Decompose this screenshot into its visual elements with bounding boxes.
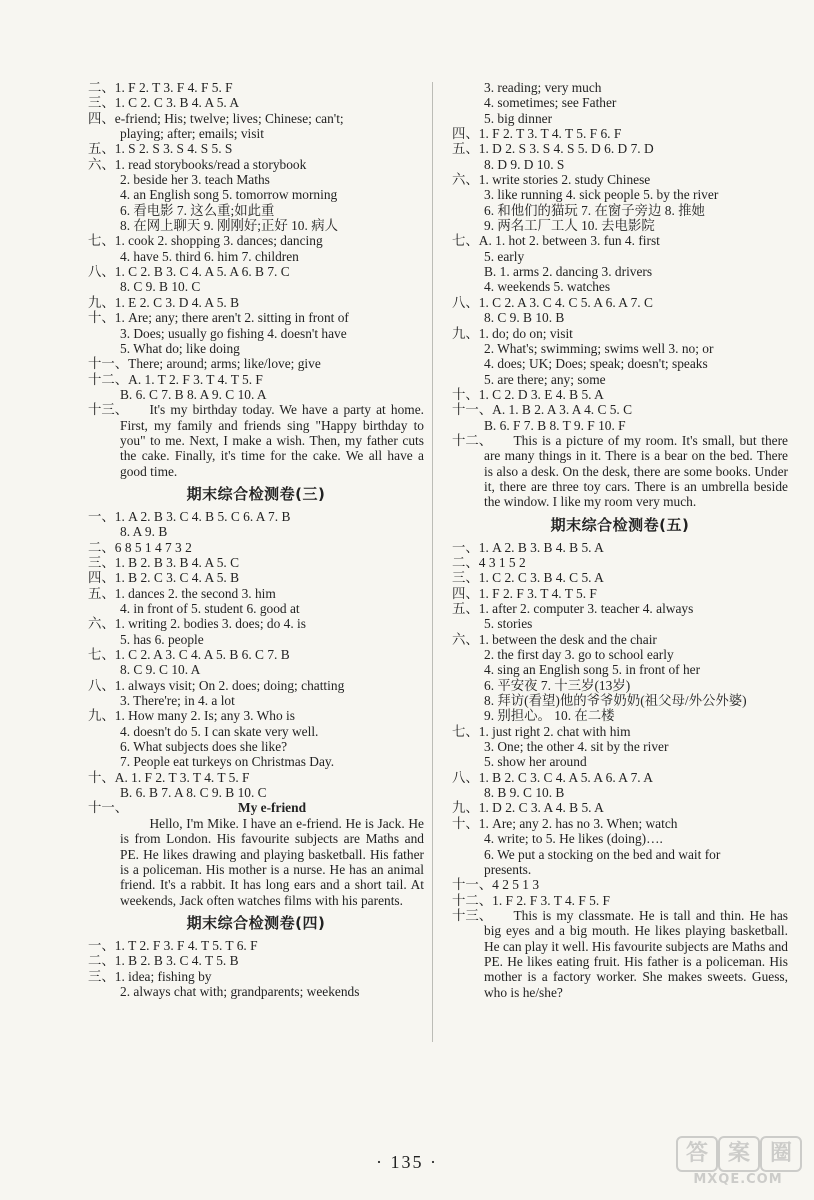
answer-line: 4. sometimes; see Father — [484, 95, 617, 111]
answer-line: 七、1. cook 2. shopping 3. dances; dancing — [88, 233, 323, 249]
answer-line: 4. have 5. third 6. him 7. children — [120, 248, 299, 264]
answer-line: 5. has 6. people — [120, 631, 204, 647]
essay-block — [452, 908, 788, 1000]
answer-line: 八、1. always visit; On 2. does; doing; chatting — [88, 677, 345, 693]
left-column — [88, 80, 424, 999]
answer-line: B. 1. arms 2. dancing 3. drivers — [484, 264, 653, 280]
answer-line: presents. — [484, 861, 532, 877]
answer-line: 6. 和他们的猫玩 7. 在窗子旁边 8. 推她 — [484, 202, 705, 218]
essay-block — [88, 402, 424, 479]
answer-line: 九、1. D 2. C 3. A 4. B 5. A — [452, 800, 604, 816]
essay-text: This is my classmate. He is tall and thin. He has big eyes and a big mouth. He likes playing basketball. He can play it well. His favourite subjects are Maths and PE. He likes eating fruit. His father is a policeman. His mother is a factory worker. She makes sweets. Guess, who is he/she? — [484, 907, 788, 1000]
essay-text: This is a picture of my room. It's small, but there are many things in it. There is a bear on the bed. There is also a desk. On the desk, there are some books. Under it, there are three toy cars. There is an umbrella beside the window. I like my room very much. — [484, 432, 788, 510]
answer-line: 8. C 9. B 10. C — [120, 279, 201, 295]
answer-line: 十一、A. 1. B 2. A 3. A 4. C 5. C — [452, 402, 633, 418]
answer-line: 六、1. read storybooks/read a storybook — [88, 156, 307, 172]
answer-line: 5. What do; like doing — [120, 340, 240, 356]
answer-line: 5. stories — [484, 616, 533, 632]
essay-text: Hello, I'm Mike. I have an e-friend. He is Jack. He is from London. His favourite subjects are Maths and PE. He likes drawing and playing basketball. His father is a policeman. His mother is a nurse. He has an animal friend. It's a rabbit. It has long ears and a short tail. At weekends, Jack often watches films with his parents. — [120, 815, 424, 908]
question-number: 十一、 — [88, 800, 129, 816]
watermark-char: 圈 — [760, 1136, 802, 1172]
answer-line: 七、1. just right 2. chat with him — [452, 723, 631, 739]
answer-line: 5. early — [484, 248, 525, 264]
answer-line: B. 6. F 7. B 8. T 9. F 10. F — [484, 417, 626, 433]
answer-line: 3. One; the other 4. sit by the river — [484, 739, 669, 755]
right-column — [452, 80, 788, 1000]
answer-line: 8. B 9. C 10. B — [484, 785, 565, 801]
answer-line: 3. reading; very much — [484, 80, 602, 95]
section-heading: 期末综合检测卷(三) — [186, 484, 326, 503]
answer-line: 9. 别担心。 10. 在二楼 — [484, 708, 615, 724]
answer-line: 9. 两名工厂工人 10. 去电影院 — [484, 218, 655, 234]
answer-list — [88, 80, 424, 402]
answer-line: 三、1. C 2. C 3. B 4. A 5. A — [88, 95, 240, 111]
answer-line: 一、1. A 2. B 3. C 4. B 5. C 6. A 7. B — [88, 508, 291, 524]
answer-line: 四、1. B 2. C 3. C 4. A 5. B — [88, 570, 240, 586]
answer-line: 6. What subjects does she like? — [120, 739, 288, 755]
answer-line: 五、1. dances 2. the second 3. him — [88, 585, 276, 601]
answer-line: 一、1. T 2. F 3. F 4. T 5. T 6. F — [88, 937, 258, 953]
answer-line: 五、1. after 2. computer 3. teacher 4. always — [452, 601, 694, 616]
answer-line: 九、1. do; do on; visit — [452, 325, 573, 341]
answer-line: 3. Does; usually go fishing 4. doesn't have — [120, 325, 347, 341]
answer-line: 3. like running 4. sick people 5. by the river — [484, 187, 719, 203]
answer-line: 2. What's; swimming; swims well 3. no; or — [484, 340, 714, 356]
answer-line: 8. C 9. B 10. B — [484, 310, 565, 326]
answer-line: 七、A. 1. hot 2. between 3. fun 4. first — [452, 233, 660, 249]
answer-line: 九、1. How many 2. Is; any 3. Who is — [88, 708, 295, 724]
answer-line: 2. the first day 3. go to school early — [484, 647, 674, 663]
answer-line: 8. 在网上聊天 9. 刚刚好;正好 10. 病人 — [120, 218, 338, 234]
essay-block — [88, 800, 424, 907]
answer-line: 十二、A. 1. T 2. F 3. T 4. T 5. F — [88, 371, 263, 387]
answer-line: 十一、4 2 5 1 3 — [452, 877, 540, 893]
answer-line: 四、1. F 2. T 3. T 4. T 5. F 6. F — [452, 126, 622, 142]
answer-line: 二、1. B 2. B 3. C 4. T 5. B — [88, 953, 239, 969]
answer-line: 4. weekends 5. watches — [484, 279, 611, 295]
answer-line: 三、1. C 2. C 3. B 4. C 5. A — [452, 570, 604, 586]
answer-line: 4. sing an English song 5. in front of her — [484, 662, 701, 678]
answer-line: 5. are there; any; some — [484, 371, 606, 387]
answer-line: 四、1. F 2. F 3. T 4. T 5. F — [452, 585, 597, 601]
watermark-char: 答 — [676, 1136, 718, 1172]
answer-line: 五、1. D 2. S 3. S 4. S 5. D 6. D 7. D — [452, 141, 654, 157]
question-number: 十二、 — [452, 432, 493, 448]
watermark-url: MXQE.COM — [693, 1172, 783, 1187]
answer-line: 8. A 9. B — [120, 524, 168, 540]
answer-line: 2. beside her 3. teach Maths — [120, 172, 270, 188]
answer-line: 6. 平安夜 7. 十三岁(13岁) — [484, 677, 631, 693]
answer-line: 4. write; to 5. He likes (doing)…. — [484, 831, 663, 847]
section-heading: 期末综合检测卷(四) — [186, 913, 326, 932]
answer-list — [452, 80, 788, 433]
answer-line: 8. C 9. C 10. A — [120, 662, 201, 678]
answer-line: 4. does; UK; Does; speak; doesn't; speaks — [484, 356, 708, 372]
answer-line: 四、e-friend; His; twelve; lives; Chinese; can't; — [88, 110, 344, 126]
answer-line: 6. We put a stocking on the bed and wait for — [484, 846, 721, 862]
answer-line: 5. show her around — [484, 754, 587, 770]
answer-line: 五、1. S 2. S 3. S 4. S 5. S — [88, 141, 233, 157]
answer-line: B. 6. B 7. A 8. C 9. B 10. C — [120, 785, 267, 801]
essay-text: It's my birthday today. We have a party at home. First, my family and friends sing "Happy birthday to you" to me. Next, I make a wish. Then, my father cuts the cake. Finally, it's time for the cake. We all have a good time. — [120, 402, 424, 479]
essay-title: My e-friend — [237, 800, 307, 816]
answer-line: 十、1. C 2. D 3. E 4. B 5. A — [452, 386, 604, 402]
answer-line: 4. doesn't do 5. I can skate very well. — [120, 723, 319, 739]
answer-line: 3. There're; in 4. a lot — [120, 693, 235, 709]
answer-line: 7. People eat turkeys on Christmas Day. — [120, 754, 335, 770]
answer-list — [88, 938, 424, 999]
column-divider — [432, 82, 433, 1042]
answer-line: 二、6 8 5 1 4 7 3 2 — [88, 539, 192, 555]
answer-line: 一、1. A 2. B 3. B 4. B 5. A — [452, 539, 604, 555]
answer-line: 8. 拜访(看望)他的爷爷奶奶(祖父母/外公外婆) — [484, 693, 747, 709]
answer-line: 十、1. Are; any 2. has no 3. When; watch — [452, 815, 678, 831]
answer-list — [452, 540, 788, 908]
watermark-logo — [676, 1136, 800, 1188]
question-number: 十三、 — [452, 907, 493, 923]
answer-line: 4. an English song 5. tomorrow morning — [120, 187, 338, 203]
answer-line: 六、1. between the desk and the chair — [452, 631, 657, 647]
answer-line: 九、1. E 2. C 3. D 4. A 5. B — [88, 294, 240, 310]
answer-line: 八、1. B 2. C 3. C 4. A 5. A 6. A 7. A — [452, 769, 653, 785]
section-heading: 期末综合检测卷(五) — [550, 515, 690, 534]
answer-line: 十二、1. F 2. F 3. T 4. F 5. F — [452, 892, 610, 908]
answer-line: 十一、There; around; arms; like/love; give — [88, 356, 321, 372]
answer-list — [88, 509, 424, 801]
answer-line: 七、1. C 2. A 3. C 4. A 5. B 6. C 7. B — [88, 647, 290, 663]
essay-block — [452, 433, 788, 510]
answer-line: 十、1. Are; any; there aren't 2. sitting in front of — [88, 310, 349, 326]
answer-line: playing; after; emails; visit — [120, 126, 264, 142]
answer-line: 三、1. B 2. B 3. B 4. A 5. C — [88, 554, 240, 570]
answer-line: 三、1. idea; fishing by — [88, 968, 212, 984]
answer-line: 5. big dinner — [484, 110, 553, 126]
answer-line: 8. D 9. D 10. S — [484, 156, 565, 172]
answer-line: 八、1. C 2. B 3. C 4. A 5. A 6. B 7. C — [88, 264, 290, 280]
question-number: 十三、 — [88, 402, 129, 418]
answer-line: B. 6. C 7. B 8. A 9. C 10. A — [120, 386, 267, 402]
answer-line: 二、1. F 2. T 3. F 4. F 5. F — [88, 80, 233, 95]
answer-line: 八、1. C 2. A 3. C 4. C 5. A 6. A 7. C — [452, 294, 653, 310]
watermark-char: 案 — [718, 1136, 760, 1172]
answer-line: 2. always chat with; grandparents; weekends — [120, 983, 360, 999]
answer-line: 6. 看电影 7. 这么重;如此重 — [120, 202, 275, 218]
answer-line: 六、1. write stories 2. study Chinese — [452, 172, 651, 188]
answer-line: 六、1. writing 2. bodies 3. does; do 4. is — [88, 616, 306, 632]
page-number: · 135 · — [376, 1152, 438, 1172]
answer-line: 4. in front of 5. student 6. good at — [120, 601, 300, 616]
answer-line: 十、A. 1. F 2. T 3. T 4. T 5. F — [88, 769, 250, 785]
answer-line: 二、4 3 1 5 2 — [452, 554, 526, 570]
